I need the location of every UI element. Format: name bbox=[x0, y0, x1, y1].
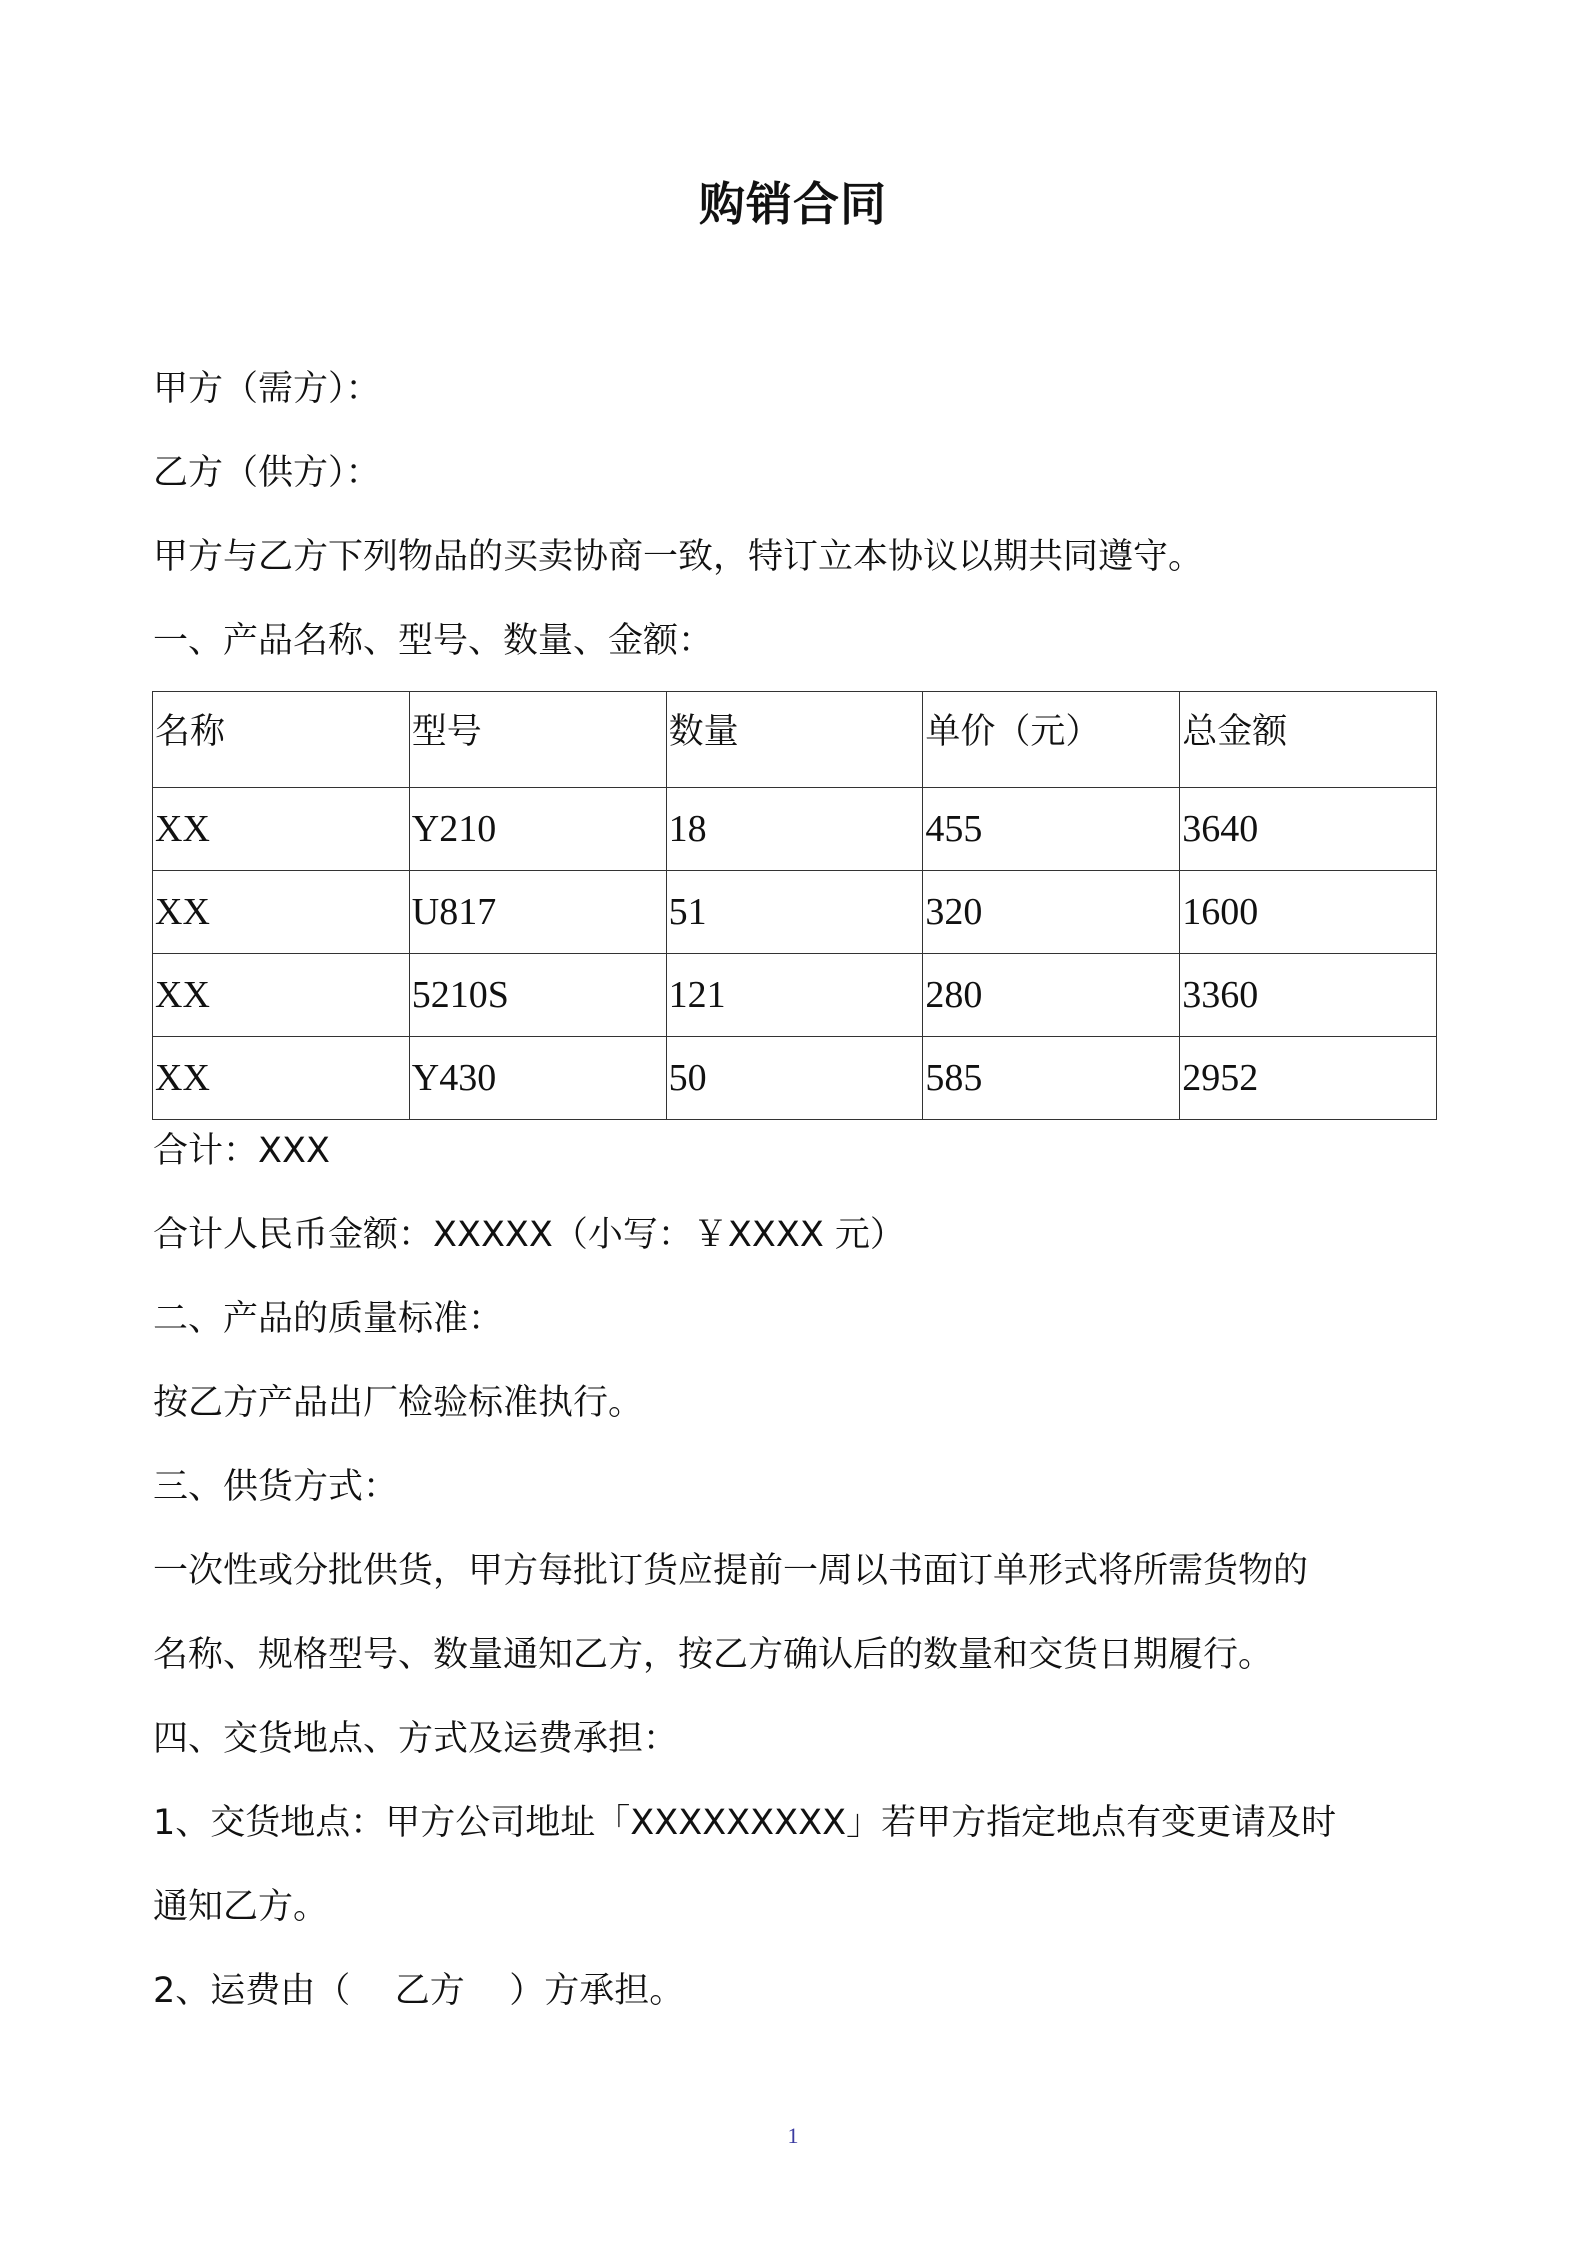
table-cell: XX bbox=[153, 788, 410, 871]
table-cell: Y210 bbox=[409, 788, 666, 871]
section-4-heading: 四、交货地点、方式及运费承担： bbox=[153, 1719, 679, 1759]
table-cell: 1600 bbox=[1180, 871, 1437, 954]
section-3-heading: 三、供货方式： bbox=[153, 1467, 399, 1507]
section-1-heading: 一、产品名称、型号、数量、金额： bbox=[153, 621, 714, 661]
table-cell: 51 bbox=[666, 871, 923, 954]
table-cell: 280 bbox=[923, 954, 1180, 1037]
table-cell: 5210S bbox=[409, 954, 666, 1037]
table-row bbox=[153, 788, 1437, 871]
table-cell: 455 bbox=[923, 788, 1180, 871]
table-cell: 3640 bbox=[1180, 788, 1437, 871]
total-line: 合计：XXX bbox=[153, 1131, 330, 1171]
table-cell: 18 bbox=[666, 788, 923, 871]
table-row bbox=[153, 1037, 1437, 1120]
table-cell: Y430 bbox=[409, 1037, 666, 1120]
table-header-cell: 型号 bbox=[409, 692, 666, 788]
section-2-heading: 二、产品的质量标准： bbox=[153, 1299, 504, 1339]
page-number: 1 bbox=[787, 2123, 799, 2148]
table-row bbox=[153, 871, 1437, 954]
table-header-row bbox=[153, 692, 1437, 788]
table-cell: U817 bbox=[409, 871, 666, 954]
section-4-item-1-line-2: 通知乙方。 bbox=[153, 1887, 329, 1927]
section-4-item-1-line-1: 1、交货地点：甲方公司地址「XXXXXXXXX」若甲方指定地点有变更请及时 bbox=[153, 1803, 1337, 1843]
table-cell: XX bbox=[153, 954, 410, 1037]
table-cell: XX bbox=[153, 871, 410, 954]
table-header-cell: 总金额 bbox=[1180, 692, 1437, 788]
table-cell: 320 bbox=[923, 871, 1180, 954]
total-rmb-line: 合计人民币金额：XXXXX（小写：￥XXXX 元） bbox=[153, 1215, 905, 1255]
party-a-label: 甲方（需方）： bbox=[153, 369, 381, 409]
document-title: 购销合同 bbox=[699, 177, 887, 231]
party-b-label: 乙方（供方）： bbox=[153, 453, 381, 493]
table-header-cell: 数量 bbox=[666, 692, 923, 788]
section-2-body: 按乙方产品出厂检验标准执行。 bbox=[153, 1383, 644, 1423]
table-cell: 121 bbox=[666, 954, 923, 1037]
section-3-body-line-1: 一次性或分批供货，甲方每批订货应提前一周以书面订单形式将所需货物的 bbox=[153, 1551, 1309, 1591]
section-3-body-line-2: 名称、规格型号、数量通知乙方，按乙方确认后的数量和交货日期履行。 bbox=[153, 1635, 1274, 1675]
table-cell: 585 bbox=[923, 1037, 1180, 1120]
table-header-cell: 名称 bbox=[153, 692, 410, 788]
table-cell: 3360 bbox=[1180, 954, 1437, 1037]
intro-text: 甲方与乙方下列物品的买卖协商一致，特订立本协议以期共同遵守。 bbox=[153, 537, 1204, 577]
product-table bbox=[152, 691, 1437, 1120]
table-cell: 50 bbox=[666, 1037, 923, 1120]
table-row bbox=[153, 954, 1437, 1037]
table-cell: 2952 bbox=[1180, 1037, 1437, 1120]
table-header-cell: 单价（元） bbox=[923, 692, 1180, 788]
table-cell: XX bbox=[153, 1037, 410, 1120]
section-4-item-2: 2、运费由（ 乙方 ）方承担。 bbox=[153, 1971, 685, 2011]
